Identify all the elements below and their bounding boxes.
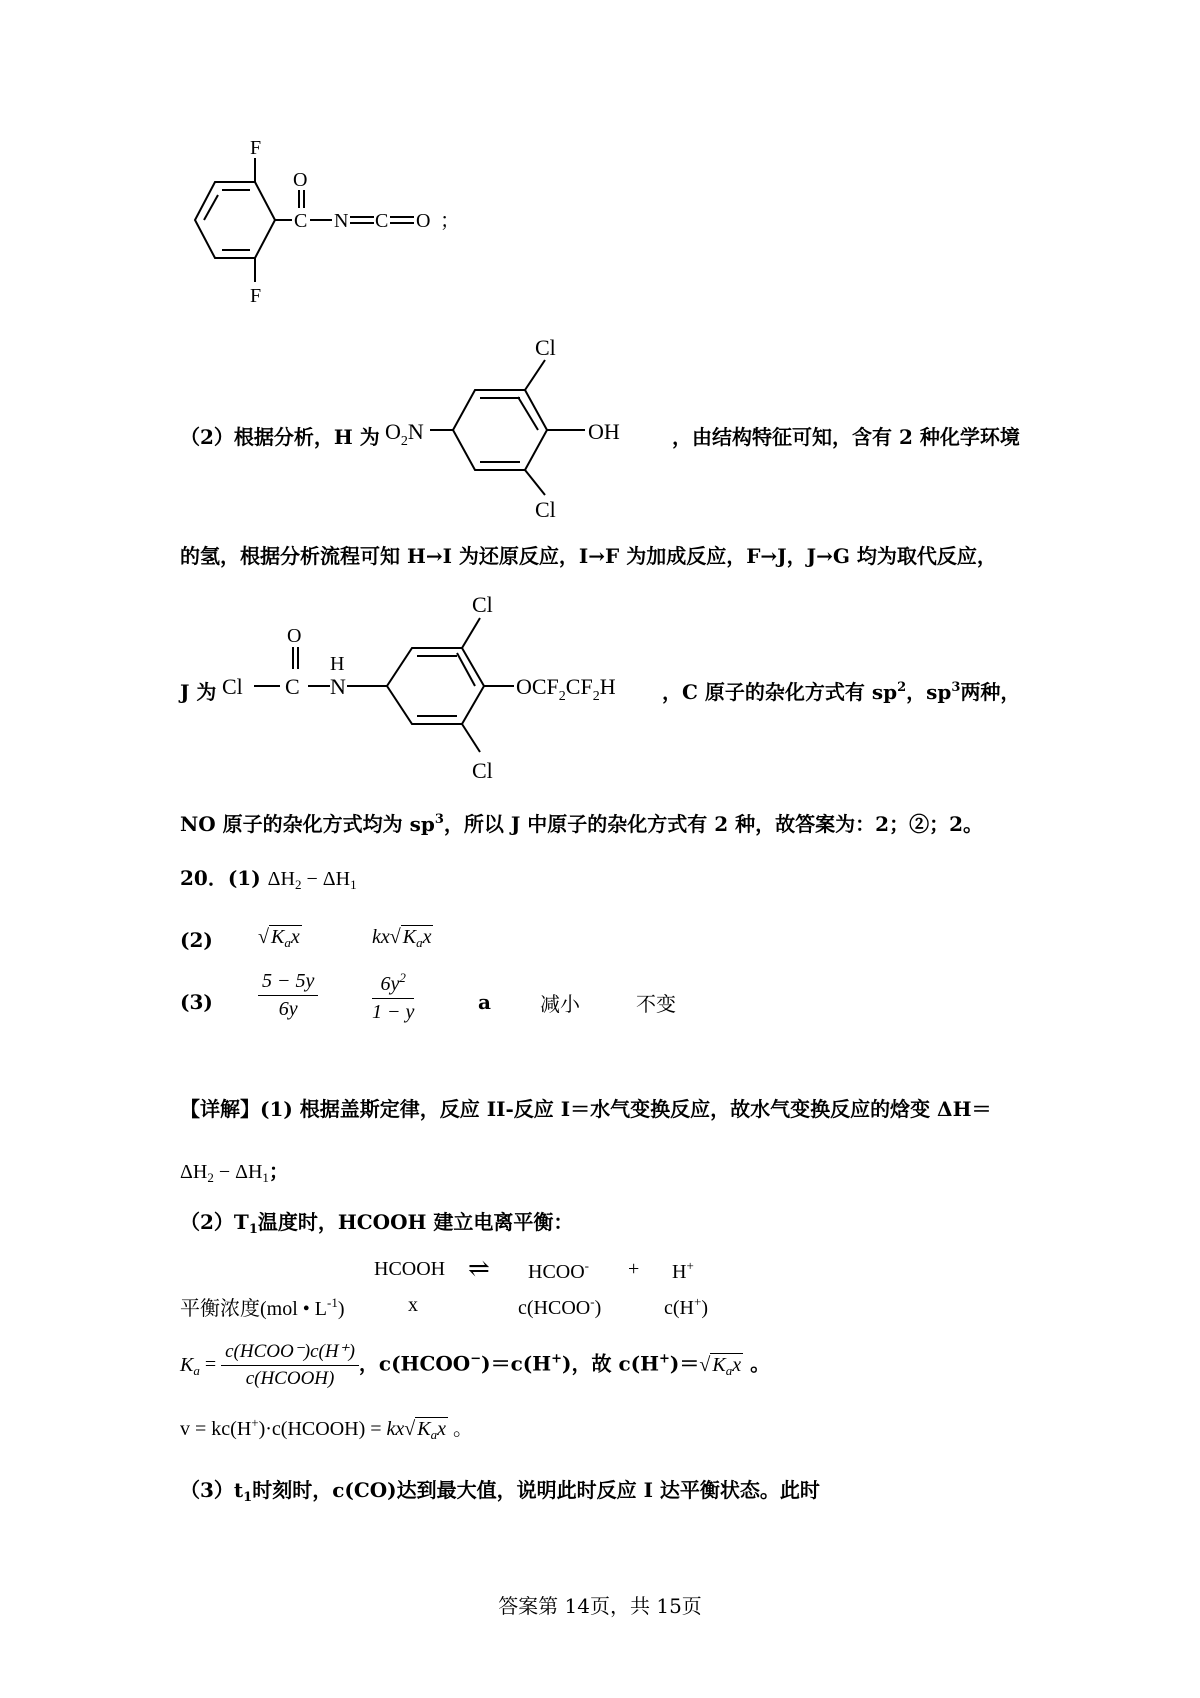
q20-answer-a: a: [478, 990, 491, 1014]
structure-J: [222, 590, 662, 785]
q20-fraction1: $\frac{5 - 5y}{6y}$: [258, 970, 318, 1021]
part2-tail: ，由结构特征可知，含有 2 种化学环境: [672, 425, 1020, 449]
fluorine-top: F: [250, 140, 262, 159]
nitrogen: N: [334, 210, 349, 232]
J-chlorine-bottom: Cl: [472, 758, 493, 783]
J-chlorine-top: Cl: [472, 592, 493, 617]
eq-product1: HCOO-: [528, 1258, 590, 1283]
chlorine-bottom: Cl: [535, 497, 556, 522]
chlorine-top: Cl: [535, 335, 556, 360]
structure-H: [385, 335, 670, 525]
part2-line2: 的氢，根据分析流程可知 H→I 为还原反应，I→F 为加成反应，F→J，J→G 均为取代反应，: [180, 544, 997, 568]
detail-p3: $(3)t_1$时刻时，c(CO)达到最大值，说明此时反应 I 达平衡状态。此时: [180, 1478, 820, 1505]
hydroxyl: OH: [588, 419, 620, 444]
structure-difluorobenzoyl-isocyanate: [170, 140, 490, 315]
carbon-carbonyl: C: [294, 210, 308, 232]
page-footer: 答案第 14页，共 15页: [498, 1594, 702, 1618]
J-ether-chain: $OCF_2CF_2H$: [516, 674, 616, 704]
q20-fraction2: $\frac{6y^2}{1 - y}$: [372, 970, 415, 1023]
semicolon: ；: [440, 210, 460, 232]
q20-answer1: 20．(1) $\Delta H_2 - \Delta H_1$: [180, 866, 357, 892]
J-oxygen: O: [287, 625, 302, 647]
rate-expression: v = kc(H+)·c(HCOOH) = kx√ $K_ax$ 。: [180, 1415, 474, 1442]
q20-answer3-label: (3): [180, 990, 213, 1014]
q20-answer2-root1: √ $K_ax$: [258, 926, 300, 950]
eq-product2: H+: [672, 1258, 694, 1283]
J-lead: J 为: [180, 680, 217, 704]
q20-answer-unchanged: 不变: [636, 992, 676, 1016]
q20-answer-decrease: 减小: [540, 992, 580, 1016]
q20-answer2-label: (2): [180, 928, 213, 952]
conc-x: x: [408, 1294, 418, 1316]
ka-expression: $K_a$ = $\frac{\text{c(HCOO⁻)c(H⁺)}}{\text{c(HCOOH)}}$ ，c(HCOO−)＝c(H+)，故 c(H+)＝√ $K_ax$ 。: [180, 1341, 771, 1389]
J-nitrogen: N: [330, 674, 346, 699]
eq-plus: +: [628, 1258, 640, 1280]
q20-answer2-root2: kx√ $K_ax$: [372, 926, 432, 950]
part2-line4: NO 原子的杂化方式均为 $sp^3$，所以 J 中原子的杂化方式有 2 种，故答案为：2；②；2。: [180, 812, 983, 836]
oxygen-carbonyl: O: [293, 169, 308, 191]
J-hydrogen-N: H: [330, 653, 345, 675]
detail-p1b: $\Delta H_2 - \Delta H_1$；: [180, 1161, 289, 1185]
fluorine-bottom: F: [250, 285, 262, 307]
part2-lead: （2）根据分析，H 为: [180, 425, 380, 449]
oxygen-isocyanate: O: [416, 210, 431, 232]
carbon-isocyanate: C: [375, 210, 389, 232]
conc-c-hcoo: c(HCOO-): [518, 1294, 602, 1319]
J-tail: ，C 原子的杂化方式有 $sp^2$，$sp^3$两种，: [662, 680, 1021, 704]
eq-reactant: HCOOH: [374, 1258, 446, 1280]
J-carbon: C: [285, 674, 300, 699]
detail-p1: 【详解】(1) 根据盖斯定律，反应 II-反应 I＝水气变换反应，故水气变换反应的焓变 ΔH＝: [180, 1097, 992, 1121]
conc-label: 平衡浓度(mol • $L^{-1}$): [180, 1295, 345, 1320]
J-chlorine-left: Cl: [222, 674, 243, 699]
eq-arrow: ⇌: [468, 1254, 490, 1283]
detail-p2: $(2)T_1$温度时，HCOOH 建立电离平衡：: [180, 1210, 574, 1237]
nitro-group: $O_2N$: [385, 419, 424, 449]
conc-c-h: c(H+): [664, 1294, 708, 1319]
